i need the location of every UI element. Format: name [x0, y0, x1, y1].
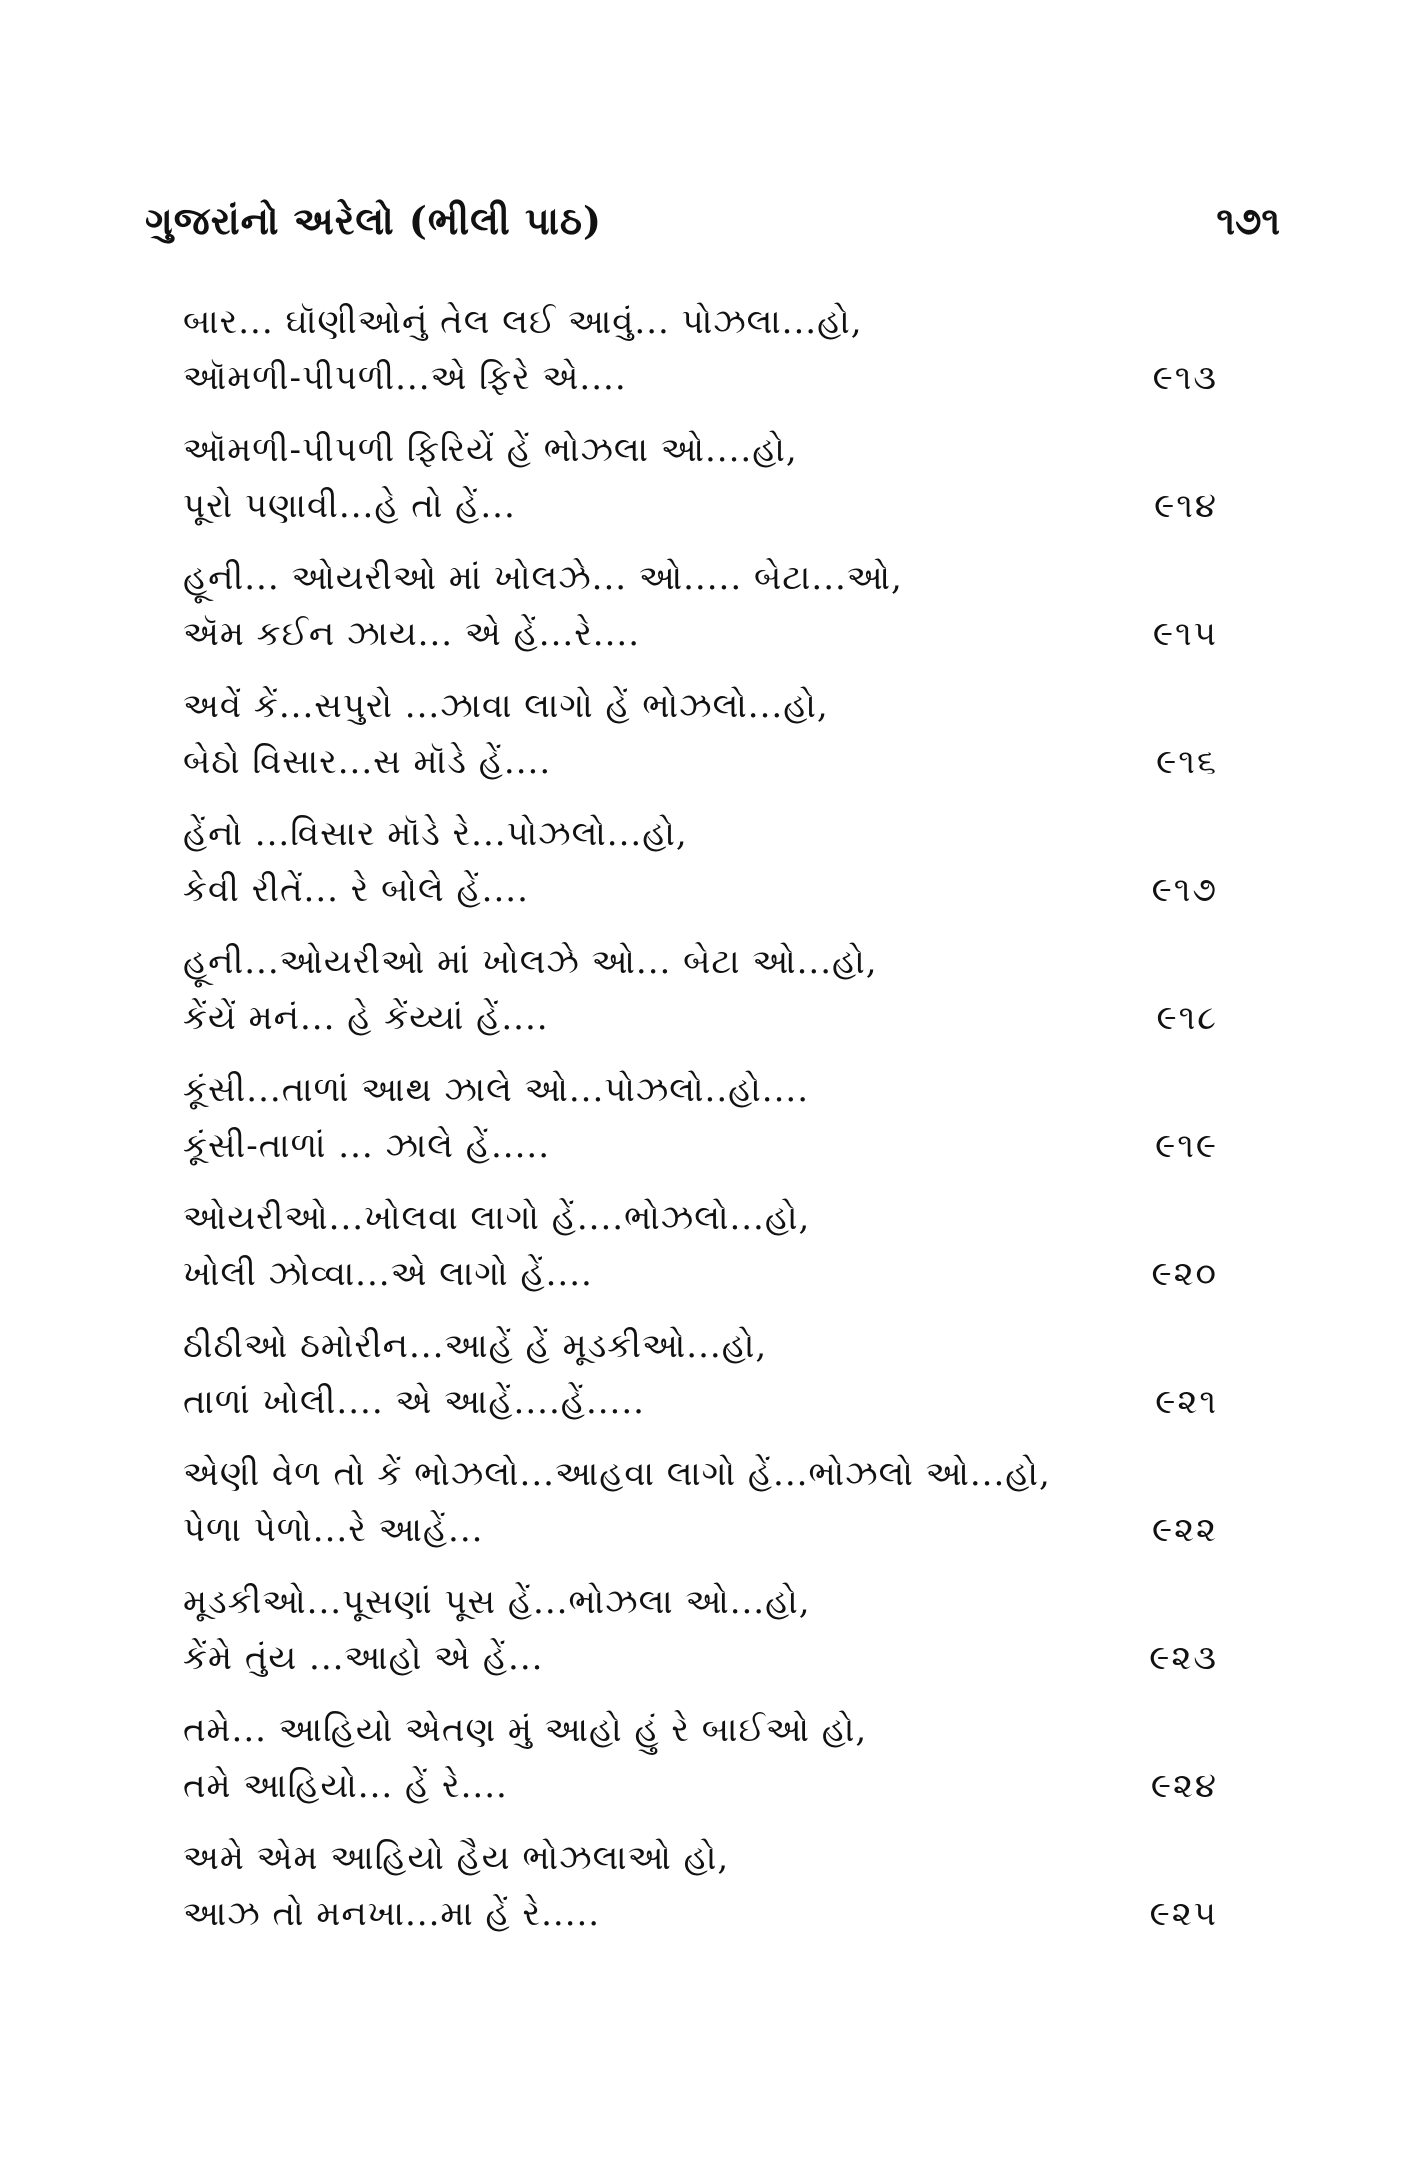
stanza: [183, 1836, 1218, 1964]
verse-number: ૯૧૯: [1155, 1126, 1218, 1166]
verse-number: ૯૧૪: [1154, 486, 1218, 526]
verse-line: પૂરો પણાવી...હે તો હેં...: [183, 486, 516, 526]
stanza: [183, 556, 1218, 684]
stanza: [183, 1324, 1218, 1452]
verse-line: કેવી રીતેં... રે બોલે હેં....: [183, 870, 529, 910]
verse-line: હૂની...ઓયરીઓ માં ખોલઝે ઓ... બેટા ઓ...હો,: [183, 942, 878, 982]
verse-number: ૯૨૨: [1151, 1510, 1218, 1550]
verse-line: કૂંસી-તાળાં ... ઝાલે હેં.....: [183, 1126, 551, 1166]
verse-line: ઑમળી-પીપળી...એ ફિરે એ....: [183, 358, 627, 398]
stanza: [183, 940, 1218, 1068]
verse-line: તાળાં ખોલી.... એ આહેં....હેં.....: [183, 1382, 645, 1422]
verse-line: અવેં કેં...સપુરો ...ઝાવા લાગો હેં ભોઝલો...હો,: [183, 686, 829, 726]
verse-line: કૂંસી...તાળાં આથ ઝાલે ઓ...પોઝલો..હો....: [183, 1070, 810, 1110]
verse-number: ૯૧૮: [1156, 998, 1218, 1038]
verse-line: હેંનો ...વિસાર મૉડે રે...પોઝલો...હો,: [183, 814, 688, 854]
verse-number: ૯૧૭: [1151, 870, 1218, 910]
verse-number: ૯૧૩: [1152, 358, 1218, 398]
verse-number: ૯૨૪: [1150, 1766, 1218, 1806]
verse-line: તમે... આહિયો એતણ મું આહો હું રે બાઈઓ હો,: [183, 1710, 868, 1750]
verse-line: ઓયરીઓ...ખોલવા લાગો હેં....ભોઝલો...હો,: [183, 1198, 811, 1238]
verse-line: હૂની... ઓયરીઓ માં ખોલઝે... ઓ..... બેટા...ઓ,: [183, 558, 903, 598]
stanza: [183, 428, 1218, 556]
page-number: ૧૭૧: [1216, 198, 1280, 243]
verse-line: એણી વેળ તો કેં ભોઝલો...આહવા લાગો હેં...ભોઝલો ઓ...હો,: [183, 1454, 1051, 1494]
stanza: [183, 684, 1218, 812]
verse-line: બાર... ઘૉણીઓનું તેલ લઈ આવું... પોઝલા...હો,: [183, 302, 863, 342]
verse-number: ૯૧૫: [1152, 614, 1218, 654]
verse-line: અમે એમ આહિયો હૈય ભોઝલાઓ હો,: [183, 1838, 730, 1878]
verse-number: ૯૨૫: [1149, 1894, 1218, 1934]
verse-line: કેંમે તુંય ...આહો એ હેં...: [183, 1638, 544, 1678]
verse-line: કેંયેં મનં... હે કેંય્યાં હેં....: [183, 998, 549, 1038]
verse-number: ૯૨૩: [1149, 1638, 1218, 1678]
verse-line: મૂડકીઓ...પૂસણાં પૂસ હેં...ભોઝલા ઓ...હો,: [183, 1582, 811, 1622]
verse-line: ખોલી ઝોવ્વા...એ લાગો હેં....: [183, 1254, 593, 1294]
verse-line: ઑમળી-પીપળી ફિરિયેં હેં ભોઝલા ઓ....હો,: [183, 430, 798, 470]
verse-list: [183, 300, 1218, 1964]
running-head: [145, 198, 1280, 258]
verse-line: ઠીઠીઓ ઠમોરીન...આહેં હેં મૂડકીઓ...હો,: [183, 1326, 768, 1366]
stanza: [183, 1196, 1218, 1324]
verse-line: ઍમ કઈન ઝાય... એ હેં...રે....: [183, 614, 640, 654]
verse-number: ૯૨૦: [1151, 1254, 1218, 1294]
stanza: [183, 1452, 1218, 1580]
stanza: [183, 1580, 1218, 1708]
stanza: [183, 1068, 1218, 1196]
verse-line: બેઠો વિસાર...સ મૉડે હેં....: [183, 742, 552, 782]
verse-line: પેળા પેળો...રે આહેં...: [183, 1510, 484, 1550]
verse-number: ૯૧૬: [1156, 742, 1218, 782]
verse-line: તમે આહિયો... હેં રે....: [183, 1766, 508, 1806]
verse-number: ૯૨૧: [1155, 1382, 1218, 1422]
verse-line: આઝ તો મનખા...મા હેં રે.....: [183, 1894, 601, 1934]
stanza: [183, 812, 1218, 940]
stanza: [183, 300, 1218, 428]
chapter-title: ગુજરાંનો અરેલો (ભીલી પાઠ): [145, 198, 603, 243]
stanza: [183, 1708, 1218, 1836]
